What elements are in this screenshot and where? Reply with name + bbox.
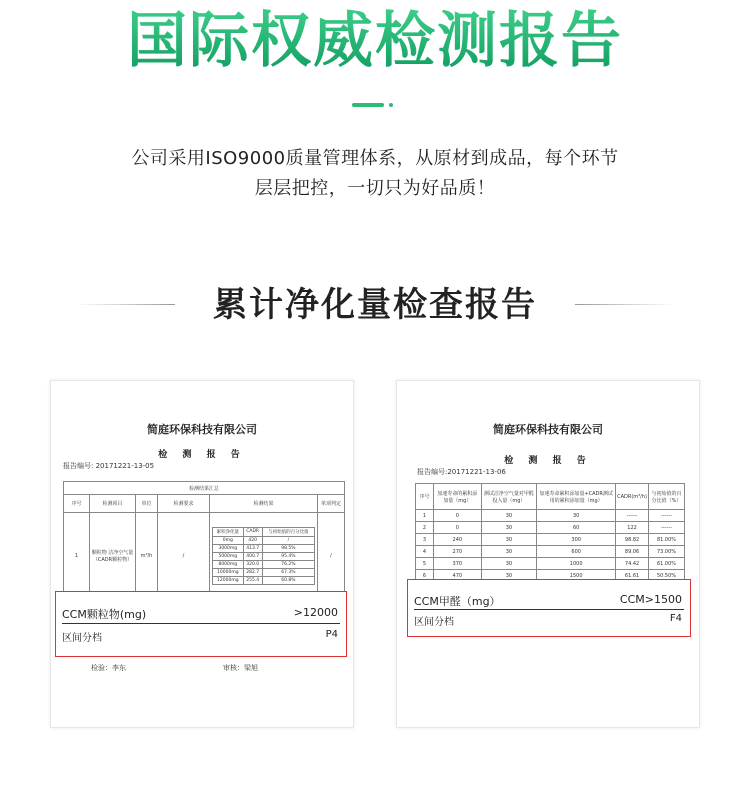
grade-value: P4 [325, 629, 338, 640]
table-row: 3 240 30 300 98.82 81.00% [416, 534, 685, 546]
section-title: 累计净化量检查报告 [213, 285, 537, 325]
highlight-box [407, 579, 691, 637]
report-card-formaldehyde [396, 380, 700, 728]
grade-label: 区间分档 [62, 633, 102, 644]
title-divider [352, 103, 392, 107]
intro-line-1: 公司采用ISO9000质量管理体系，从原材到成品，每个环节 [131, 148, 619, 169]
highlight-box [55, 591, 347, 657]
table-header: 测试洁净空气量对甲醛投入量（mg） [481, 484, 537, 510]
report-company: 简庭环保科技有限公司 [493, 423, 603, 436]
row-item: 颗粒物 洁净空气量（CADR颗粒物） [90, 513, 136, 599]
table-row: 5000mg 400.7 95.4% [213, 552, 315, 560]
table-row: 0mg 420 / [213, 536, 315, 544]
reviewer: 审核：梁旭 [223, 664, 258, 672]
table-row: 3000mg 413.7 98.5% [213, 544, 315, 552]
table-row: 4 270 30 600 89.06 73.00% [416, 546, 685, 558]
report-number: 报告编号: 20171221-13-05 [63, 462, 155, 470]
ccm-value: CCM>1500 [619, 593, 682, 606]
grade-value: F4 [669, 613, 682, 624]
row-no: 1 [64, 513, 90, 599]
table-header: 序号 [416, 484, 434, 510]
ccm-value: >12000 [293, 606, 338, 619]
table-header: 检测要求 [158, 495, 210, 513]
intro-text [0, 144, 750, 204]
table-header: CADR(m³/h) [616, 484, 649, 510]
report-card-particulate [50, 380, 354, 728]
report-doc-title: 检 测 报 告 [158, 450, 246, 460]
report-doc-title: 检 测 报 告 [504, 456, 592, 466]
report-table [63, 481, 345, 599]
section-line-right [575, 304, 675, 305]
table-row: 12000mg 255.4 60.8% [213, 576, 315, 584]
table-row: 10000mg 282.7 67.3% [213, 568, 315, 576]
table-header: 加速寿命累积添加量+CADR测试用的累积添加量（mg） [537, 484, 616, 510]
table-caption: 检测结果汇总 [64, 482, 345, 495]
result-subtable [212, 527, 315, 585]
table-row: 8000mg 320.0 76.2% [213, 560, 315, 568]
report-table [415, 483, 685, 582]
intro-line-2: 层层把控，一切只为好品质！ [254, 178, 496, 199]
table-header: 检测项目 [90, 495, 136, 513]
row-requirement: / [158, 513, 210, 599]
table-header: 单项判定 [318, 495, 345, 513]
box-divider [62, 623, 340, 624]
report-number: 报告编号:20171221-13-06 [417, 468, 506, 476]
table-row: 5 370 30 1000 74.42 61.00% [416, 558, 685, 570]
ccm-label: CCM甲醛（mg） [414, 595, 501, 608]
box-divider [414, 609, 684, 610]
row-unit: m³/h [136, 513, 158, 599]
table-row: 6 470 30 1500 61.61 50.50% [416, 570, 685, 582]
ccm-label: CCM颗粒物(mg) [62, 608, 147, 621]
sub-header: 与初始值的百分比值 [262, 527, 314, 536]
page-title: 国际权威检测报告 [0, 4, 750, 78]
table-row: 2 0 30 60 122 ------ [416, 522, 685, 534]
table-row: 1 0 30 30 ------ ------ [416, 510, 685, 522]
table-header: 与初始值的百分比值（%） [649, 484, 685, 510]
sub-header: CADR [243, 527, 262, 536]
report-company: 简庭环保科技有限公司 [147, 423, 257, 436]
inspector: 检验：李东 [91, 664, 126, 672]
table-header: 加速寿命的累积添加量（mg） [434, 484, 482, 510]
grade-label: 区间分档 [414, 617, 454, 628]
section-header [0, 282, 750, 332]
table-header: 检测结果 [210, 495, 318, 513]
table-header: 序号 [64, 495, 90, 513]
row-verdict: / [318, 513, 345, 599]
table-header: 单位 [136, 495, 158, 513]
sub-header: 累积净化量 [213, 527, 244, 536]
